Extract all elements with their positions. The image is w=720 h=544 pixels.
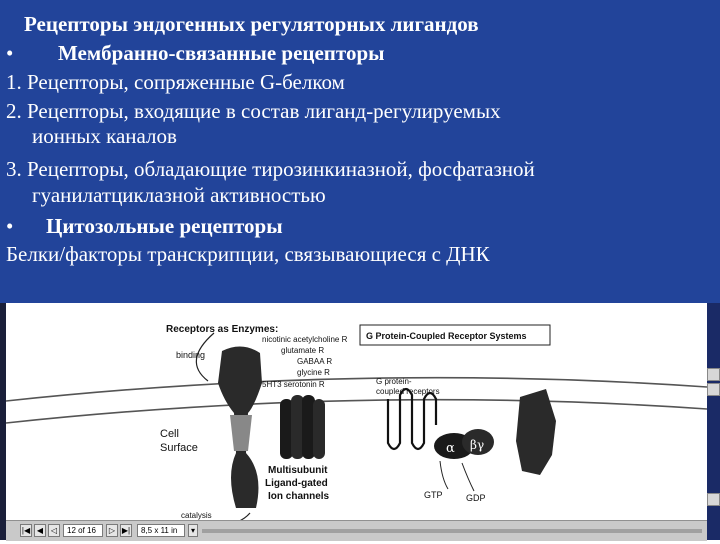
coupled-receptors-label: coupled receptors [376,387,440,396]
list-item-1: 1. Рецепторы, сопряженные G-белком [6,70,345,94]
next-icon[interactable]: ▷ [106,524,118,537]
gdp-label: GDP [466,493,486,503]
list-item-2-cont: ионных каналов [32,124,177,148]
window-left-edge [0,303,6,540]
ion-channel-shape [280,395,325,459]
scroll-down-icon[interactable] [707,383,720,396]
section-cytosolic: Цитозольные рецепторы [46,214,283,238]
channel-list-5: 5HT3 serotonin R [262,380,325,389]
gpcr-systems-label: G Protein-Coupled Receptor Systems [366,331,527,341]
transcription-note: Белки/факторы транскрипции, связывающиеся с ДНК [6,242,490,266]
channel-list-2: glutamate R [281,346,325,355]
dropdown-icon[interactable]: ▾ [188,524,198,537]
scroll-thumb[interactable] [707,493,720,506]
list-item-3-cont: гуанилатциклазной активностью [32,183,326,207]
section-membrane: Мембранно-связанные рецепторы [58,41,385,65]
gpcr-helices [388,389,436,449]
alpha-label: α [446,441,455,456]
bullet-marker: • [6,41,14,65]
enzyme-receptor-shape [218,346,262,508]
viewer-nav-bar [6,520,707,541]
vertical-scrollbar[interactable] [707,303,720,540]
list-item-3: 3. Рецепторы, обладающие тирозинкиназной, фосфатазной [6,157,535,181]
slide-title: Рецепторы эндогенных регуляторных лигандов [24,12,479,36]
beta-gamma-label: βγ [470,438,485,452]
g-protein-label: G protein- [376,377,412,386]
list-item-2: 2. Рецепторы, входящие в состав лиганд-регулируемых [6,99,501,123]
channel-list-1: nicotinic acetylcholine R [262,335,348,344]
cell-label: Cell [160,428,179,440]
channel-list-4: glycine R [297,368,330,377]
bullet-marker-2: • [6,214,14,238]
gtp-label: GTP [424,490,443,500]
gdp-arrow [462,463,474,491]
first-page-icon[interactable]: |◀ [21,526,31,535]
ligand-gated-label: Ligand-gated [265,478,328,489]
receptor-diagram [0,303,720,540]
prev-page-icon[interactable]: ◀ [34,524,46,537]
scroll-up-icon[interactable] [707,368,720,381]
receptor-diagram-figure [0,303,720,540]
horizontal-scroll-track[interactable] [202,529,702,533]
binding-label: binding [176,350,206,360]
catalysis-label: catalysis [181,511,212,520]
multisubunit-label: Multisubunit [268,465,328,476]
prev-icon[interactable]: ◁ [48,524,60,537]
ion-channels-label: Ion channels [268,491,330,502]
receptors-enzymes-label: Receptors as Enzymes: [166,324,279,335]
gtp-arrow [440,461,448,489]
channel-list-3: GABAA R [297,357,333,366]
surface-label: Surface [160,442,198,454]
page-number-field[interactable]: 12 of 16 [63,524,103,537]
last-page-icon[interactable]: ▶| [121,526,131,535]
page-size-field[interactable]: 8,5 x 11 in [137,524,185,537]
effector-shape [516,389,556,475]
